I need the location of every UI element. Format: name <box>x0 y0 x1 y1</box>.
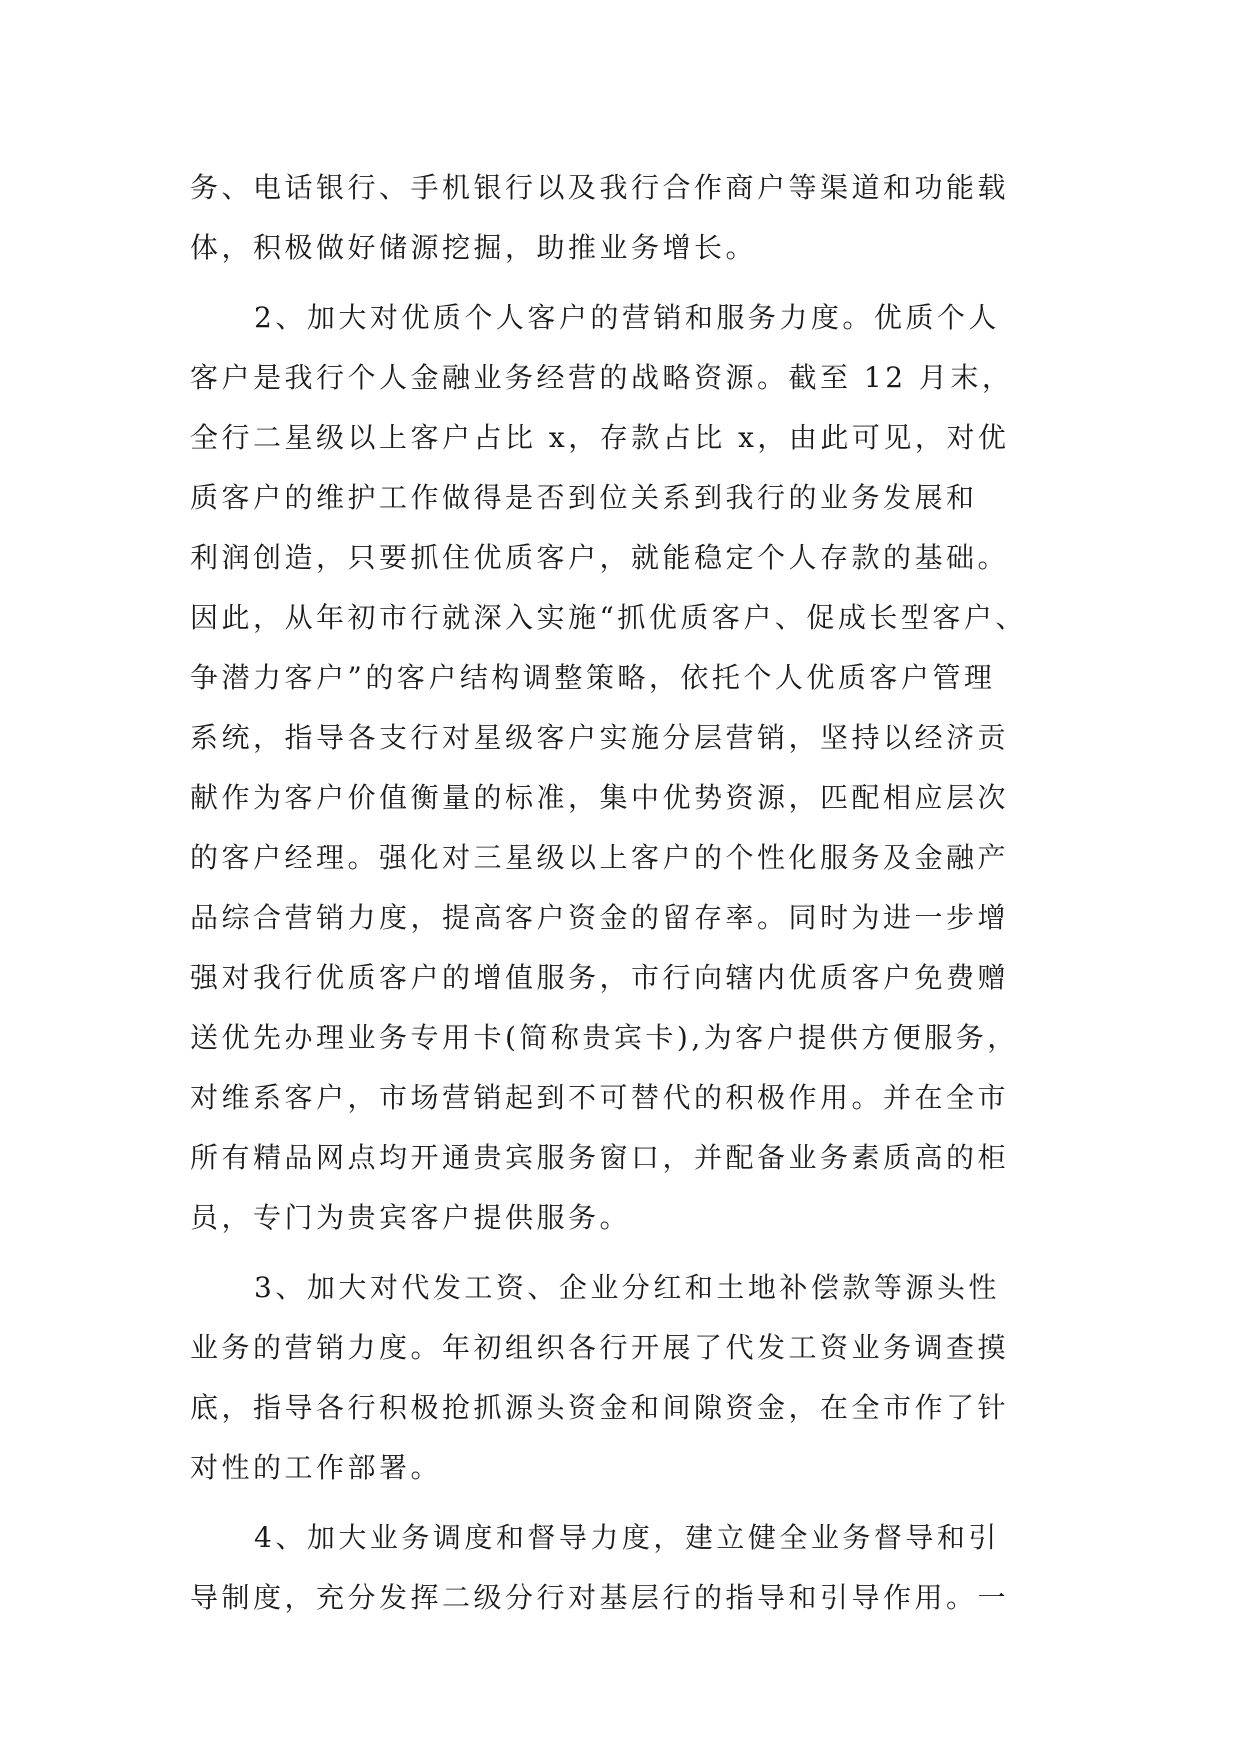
text-line: 客户是我行个人金融业务经营的战略资源。截至 12 月末， <box>190 361 1014 394</box>
text-line: 导制度，充分发挥二级分行对基层行的指导和引导作用。一 <box>190 1581 1010 1614</box>
text-line: 3、加大对代发工资、企业分红和土地补偿款等源头性 <box>254 1271 1000 1304</box>
paragraph-continuation <box>190 158 1054 278</box>
text-line: 2、加大对优质个人客户的营销和服务力度。优质个人 <box>254 301 1000 334</box>
text-line: 的客户经理。强化对三星级以上客户的个性化服务及金融产 <box>190 841 1010 874</box>
text-line: 体，积极做好储源挖掘，助推业务增长。 <box>190 231 758 264</box>
text-line: 系统，指导各支行对星级客户实施分层营销，坚持以经济贡 <box>190 721 1010 754</box>
text-line: 献作为客户价值衡量的标准，集中优势资源，匹配相应层次 <box>190 781 1010 814</box>
text-line: 4、加大业务调度和督导力度，建立健全业务督导和引 <box>254 1521 1000 1554</box>
text-line: 品综合营销力度，提高客户资金的留存率。同时为进一步增 <box>190 901 1010 934</box>
text-line: 对维系客户，市场营销起到不可替代的积极作用。并在全市 <box>190 1081 1010 1114</box>
text-line: 质客户的维护工作做得是否到位关系到我行的业务发展和 <box>190 481 978 514</box>
text-line: 员，专门为贵宾客户提供服务。 <box>190 1201 632 1234</box>
text-line: 务、电话银行、手机银行以及我行合作商户等渠道和功能载 <box>190 171 1010 204</box>
text-line: 底，指导各行积极抢抓源头资金和间隙资金，在全市作了针 <box>190 1391 1010 1424</box>
text-line: 争潜力客户”的客户结构调整策略，依托个人优质客户管理 <box>190 661 996 694</box>
paragraph-3 <box>190 1258 1054 1498</box>
text-line: 强对我行优质客户的增值服务，市行向辖内优质客户免费赠 <box>190 961 1010 994</box>
paragraph-4 <box>190 1508 1054 1628</box>
text-line: 业务的营销力度。年初组织各行开展了代发工资业务调查摸 <box>190 1331 1010 1364</box>
text-line: 对性的工作部署。 <box>190 1451 443 1484</box>
paragraph-2 <box>190 288 1054 1248</box>
document-body <box>190 158 1054 1628</box>
text-line: 全行二星级以上客户占比 x，存款占比 x，由此可见，对优 <box>190 421 1010 454</box>
text-line: 利润创造，只要抓住优质客户，就能稳定个人存款的基础。 <box>190 541 1010 574</box>
text-line: 因此，从年初市行就深入实施“抓优质客户、促成长型客户、 <box>190 601 1027 634</box>
text-line: 所有精品网点均开通贵宾服务窗口，并配备业务素质高的柜 <box>190 1141 1010 1174</box>
text-line: 送优先办理业务专用卡(简称贵宾卡),为客户提供方便服务， <box>190 1021 1019 1054</box>
